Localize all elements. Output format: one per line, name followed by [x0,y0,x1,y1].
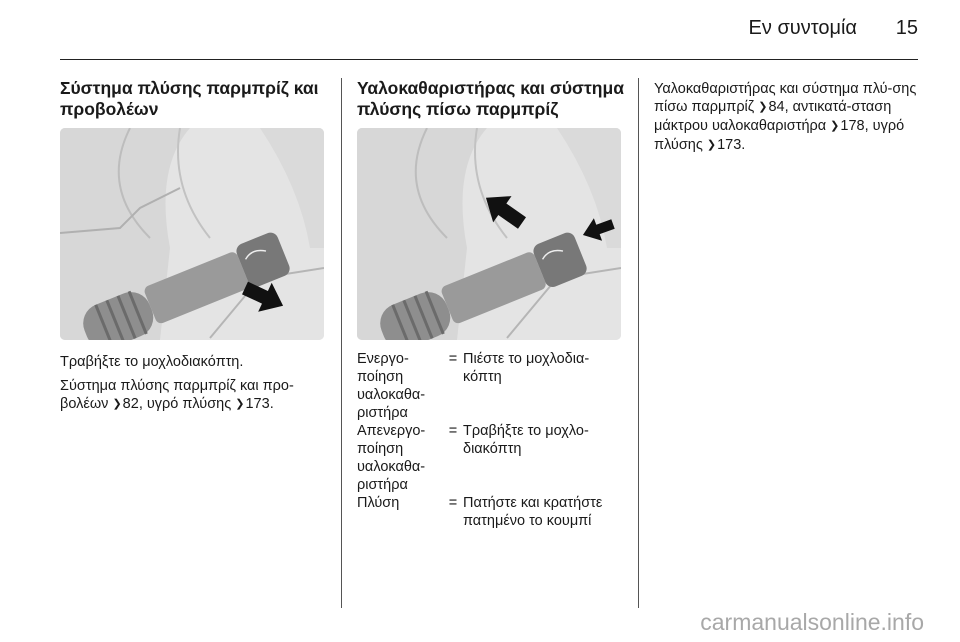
reference-text-windscreen [60,377,330,414]
reference-suffix: . [741,137,746,153]
table-cell-label: Ενεργο-ποίηση υαλοκαθα-ριστήρα [357,351,426,421]
rear-wiper-operations-table [357,350,627,530]
rear-wiper-stalk-illustration [357,128,621,340]
page-reference-arrow-icon: ❯ [235,398,245,410]
table-cell-equals: = [448,495,458,511]
table-cell-label: Απενεργο-ποίηση υαλοκαθα-ριστήρα [357,423,426,493]
reference-suffix: . [269,396,274,412]
middle-column [357,78,625,120]
reference-middle: , αντικατά-σταση μάκτρου υαλοκαθαριστήρα [654,99,892,134]
table-row [357,422,627,494]
table-row [357,494,627,530]
page-reference-arrow-icon: ❯ [706,139,717,151]
table-cell-label: Πλύση [357,495,400,511]
page-reference-arrow-icon: ❯ [830,120,840,132]
table-cell-description: Τραβήξτε το μοχλο-διακόπτη [463,423,589,457]
table-cell-description: Πιέστε το μοχλοδια-κόπτη [463,351,590,385]
rear-wiper-stalk-push-icon [357,128,621,340]
page-reference-arrow-icon: ❯ [758,101,768,113]
column-divider [341,78,342,608]
page-header-title: Εν συντομία [748,17,857,39]
reference-prefix: Σύστημα πλύσης παρμπρίζ και προ-βολέων [60,378,294,412]
page-reference-number[interactable]: 178 [840,118,865,134]
column-divider [638,78,639,608]
reference-prefix: Υαλοκαθαριστήρας και σύστημα πλύ-σης πίσω παρμπρίζ [654,81,917,115]
table-cell-equals: = [448,423,458,439]
page-number: 15 [895,17,918,39]
watermark-text: carmanualsonline.info [700,609,924,635]
header-divider [60,59,918,60]
page-reference-number[interactable]: 173 [717,137,742,153]
table-cell-equals: = [448,351,458,367]
section-heading-windscreen-washer: Σύστημα πλύσης παρμπρίζ και προβολέων [60,78,319,119]
page-reference-number[interactable]: 82 [122,396,139,412]
page-reference-number[interactable]: 173 [245,396,270,412]
table-row [357,350,627,422]
reference-text-rear-wiper [654,80,924,155]
page-reference-number[interactable]: 84 [768,99,785,115]
reference-middle: , υγρό πλύσης [138,396,232,412]
instruction-text: Τραβήξτε το μοχλοδιακόπτη. [60,354,244,370]
wiper-stalk-pull-illustration [60,128,324,340]
left-column [60,78,328,120]
page-reference-arrow-icon: ❯ [112,398,122,410]
wiper-stalk-pull-icon [60,128,324,340]
reference-middle: , υγρό πλύσης [654,118,905,153]
section-heading-rear-wiper: Υαλοκαθαριστήρας και σύστημα πλύσης πίσω παρμπρίζ [357,78,624,119]
table-cell-description: Πατήστε και κρατήστε πατημένο το κουμπί [463,495,603,529]
